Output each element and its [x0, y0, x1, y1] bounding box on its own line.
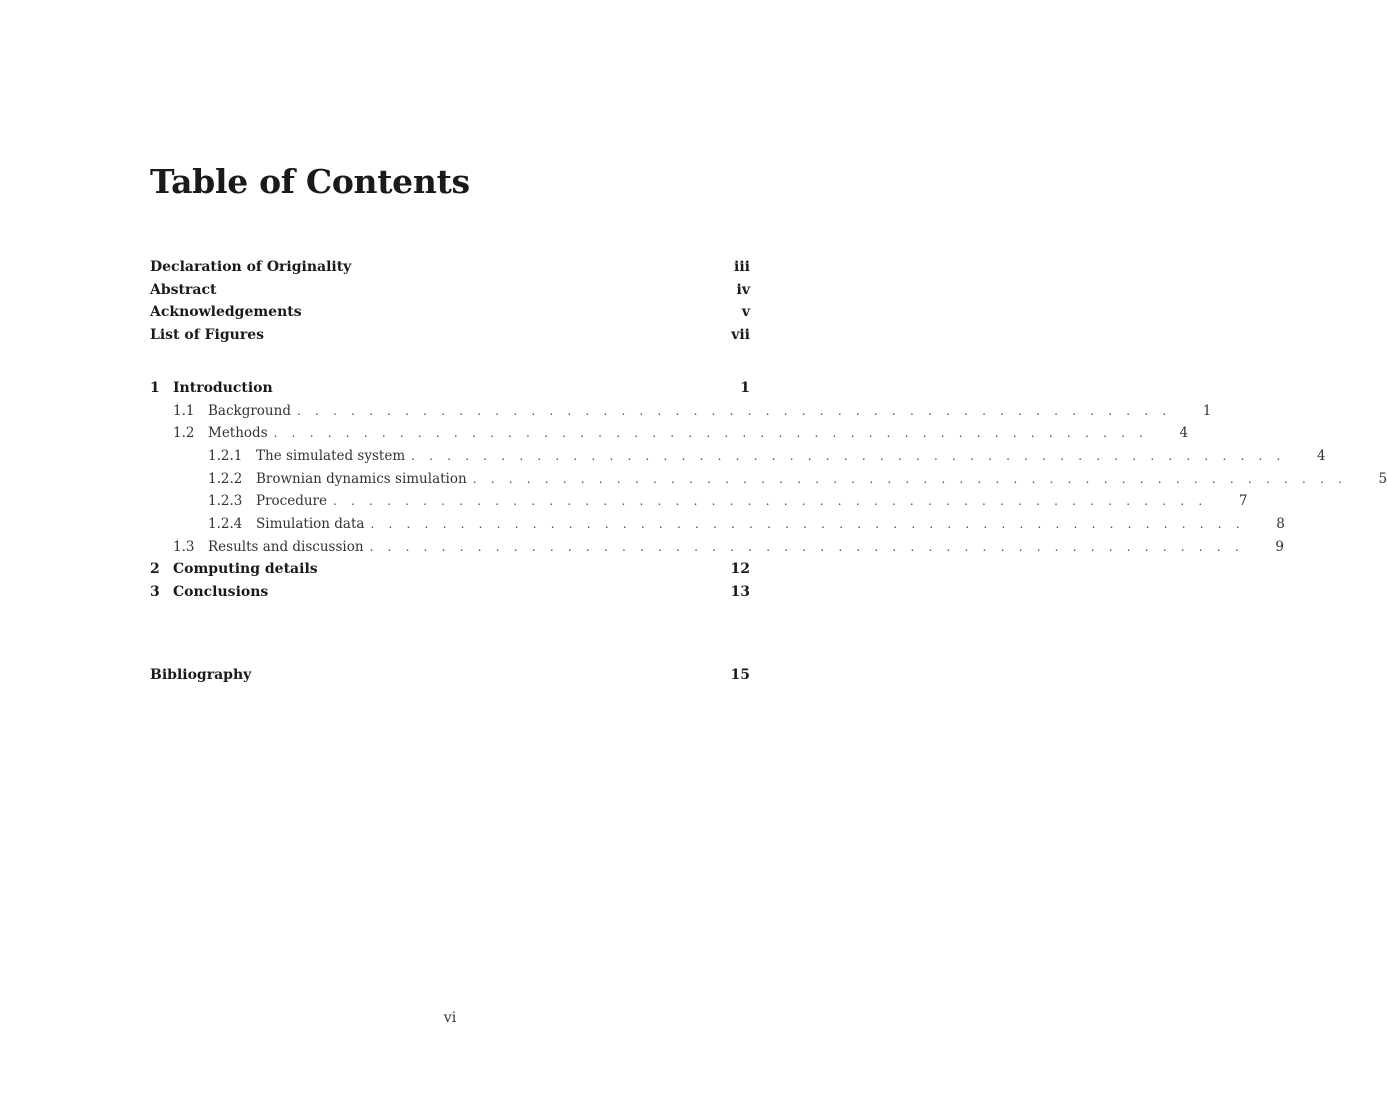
toc-entry-abstract[interactable]: [150, 279, 750, 301]
toc-entry-label: Abstract: [150, 282, 217, 298]
toc-entry-page: 9: [1275, 539, 1284, 555]
toc-entry-page: vii: [731, 327, 750, 343]
toc-subsection-1-2-2[interactable]: [208, 468, 1387, 490]
toc-dot-leader: . . . . . . . . . . . . . . . . . . . . . . . . . . . . . . . . . . . . . . . . . . . . . . . . .: [296, 404, 1172, 418]
toc-entry-label: Brownian dynamics simulation: [256, 471, 467, 487]
toc-entry-page: 15: [730, 667, 750, 683]
toc-entry-page: 8: [1276, 516, 1285, 532]
toc-section-1-2[interactable]: [173, 422, 1189, 444]
toc-entry-page: v: [741, 304, 750, 320]
page-title: Table of Contents: [150, 162, 470, 201]
toc-entry-label: Results and discussion: [208, 539, 364, 555]
toc-entry-label: Conclusions: [173, 584, 269, 600]
toc-section-1-1[interactable]: [173, 400, 1212, 422]
toc-entry-page: 1: [740, 380, 750, 396]
toc-subsection-1-2-4[interactable]: [208, 513, 1285, 535]
toc-entry-page: 12: [730, 561, 750, 577]
toc-entry-number: 1.2.1: [208, 448, 243, 464]
toc-entry-page: 5: [1378, 471, 1387, 487]
toc-dot-leader: . . . . . . . . . . . . . . . . . . . . . . . . . . . . . . . . . . . . . . . . . . . . . . . . .: [370, 517, 1245, 531]
toc-dot-leader: . . . . . . . . . . . . . . . . . . . . . . . . . . . . . . . . . . . . . . . . . . . . . . . . .: [273, 426, 1149, 440]
toc-entry-label: Computing details: [173, 561, 318, 577]
toc-entry-page: iv: [736, 282, 750, 298]
toc-entry-list-of-figures[interactable]: [150, 324, 750, 346]
toc-entry-label: Background: [208, 403, 291, 419]
toc-entry-label: Methods: [208, 425, 268, 441]
page-number-footer: vi: [443, 1010, 457, 1026]
toc-entry-label: Bibliography: [150, 667, 252, 683]
toc-chapter-2[interactable]: [150, 558, 750, 580]
toc-entry-number: 1.1: [173, 403, 195, 419]
toc-dot-leader: . . . . . . . . . . . . . . . . . . . . . . . . . . . . . . . . . . . . . . . . . . . . . . . . .: [411, 449, 1286, 463]
toc-entry-number: 1.3: [173, 539, 195, 555]
toc-dot-leader: . . . . . . . . . . . . . . . . . . . . . . . . . . . . . . . . . . . . . . . . . . . . . . . . .: [369, 540, 1244, 554]
toc-entry-acknowledgements[interactable]: [150, 301, 750, 323]
toc-entry-number: 1.2.3: [208, 493, 243, 509]
toc-chapter-3[interactable]: [150, 581, 750, 603]
toc-dot-leader: . . . . . . . . . . . . . . . . . . . . . . . . . . . . . . . . . . . . . . . . . . . . . . . . .: [333, 494, 1208, 508]
toc-entry-label: Simulation data: [256, 516, 365, 532]
toc-entry-label: Procedure: [256, 493, 327, 509]
toc-entry-label: Declaration of Originality: [150, 259, 352, 275]
toc-entry-label: Acknowledgements: [150, 304, 302, 320]
toc-dot-leader: . . . . . . . . . . . . . . . . . . . . . . . . . . . . . . . . . . . . . . . . . . . . . . . . .: [472, 472, 1348, 486]
toc-entry-page: 4: [1316, 448, 1326, 464]
toc-entry-page: iii: [734, 259, 750, 275]
toc-entry-page: 1: [1202, 403, 1212, 419]
toc-entry-page: 4: [1179, 425, 1189, 441]
toc-subsection-1-2-3[interactable]: [208, 490, 1248, 512]
toc-entry-label: Introduction: [173, 380, 273, 396]
toc-entry-number: 1.2: [173, 425, 195, 441]
toc-section-1-3[interactable]: [173, 536, 1284, 558]
toc-chapter-1[interactable]: [150, 377, 750, 399]
toc-entry-number: 2: [150, 561, 160, 577]
toc-entry-declaration[interactable]: [150, 256, 750, 278]
toc-entry-page: 13: [730, 584, 750, 600]
toc-entry-number: 1.2.2: [208, 471, 243, 487]
toc-entry-number: 3: [150, 584, 160, 600]
toc-entry-number: 1: [150, 380, 160, 396]
toc-entry-label: The simulated system: [256, 448, 406, 464]
toc-entry-page: 7: [1238, 493, 1248, 509]
toc-entry-label: List of Figures: [150, 327, 265, 343]
toc-entry-bibliography[interactable]: [150, 664, 750, 686]
toc-subsection-1-2-1[interactable]: [208, 445, 1326, 467]
toc-entry-number: 1.2.4: [208, 516, 243, 532]
